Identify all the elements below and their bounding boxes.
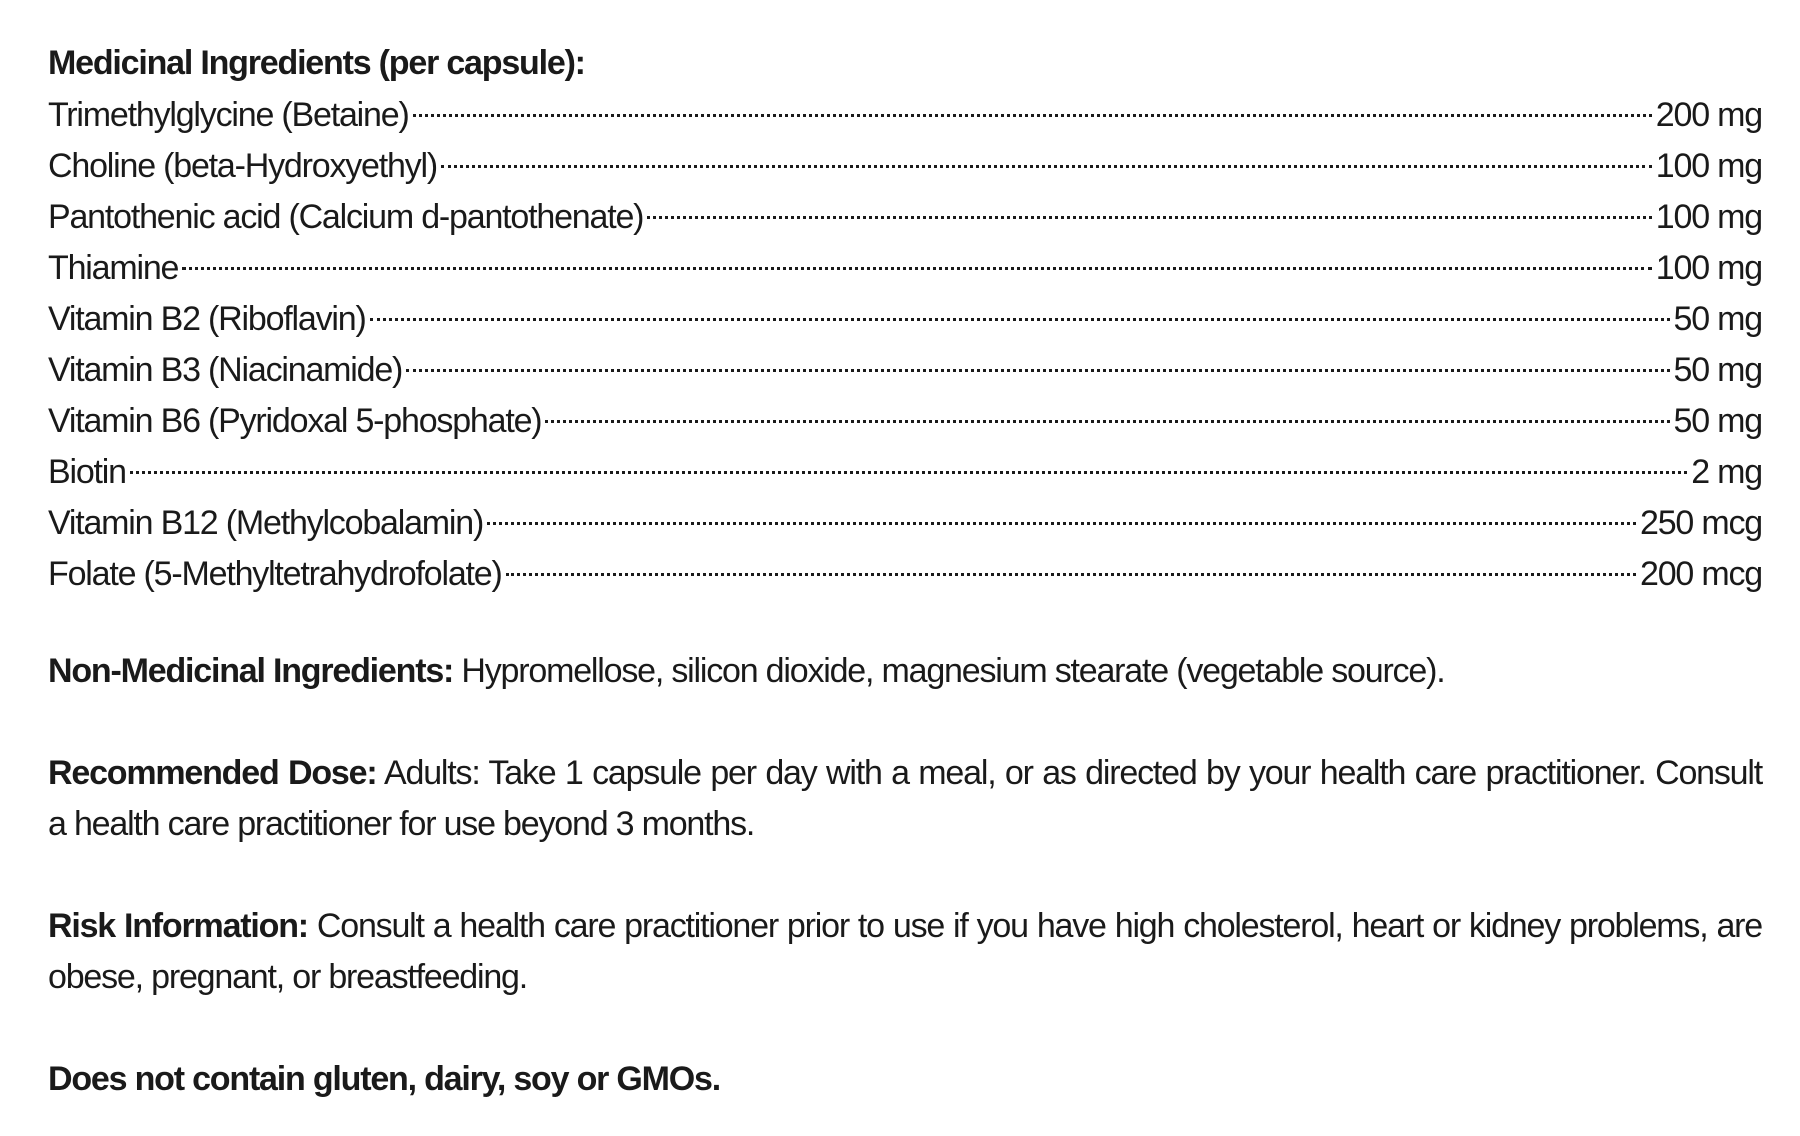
dot-leader [182, 267, 1652, 270]
ingredient-name: Vitamin B12 (Methylcobalamin) [48, 504, 484, 542]
dot-leader [370, 318, 1670, 321]
dot-leader [130, 471, 1687, 474]
recommended-dose-text: Adults: Take 1 capsule per day with a meal, or as directed by your health care practitioner. Consult a health care practitioner for use beyond 3 months. [48, 754, 1762, 843]
ingredient-row [48, 141, 1762, 192]
ingredient-name: Choline (beta-Hydroxyethyl) [48, 147, 437, 185]
ingredient-row [48, 396, 1762, 447]
ingredient-name: Vitamin B3 (Niacinamide) [48, 351, 403, 389]
non-medicinal-ingredients [48, 646, 1762, 697]
risk-information-label: Risk Information: [48, 907, 308, 945]
dot-leader [413, 114, 1652, 117]
ingredient-amount: 50 mg [1673, 402, 1762, 440]
ingredient-row [48, 192, 1762, 243]
medicinal-ingredients-heading: Medicinal Ingredients (per capsule): [48, 44, 585, 82]
ingredient-amount: 250 mcg [1639, 504, 1762, 542]
dot-leader [441, 165, 1652, 168]
risk-information [48, 901, 1762, 1003]
dot-leader [545, 420, 1669, 423]
ingredient-amount: 200 mg [1655, 96, 1762, 134]
ingredient-row [48, 243, 1762, 294]
ingredient-row [48, 345, 1762, 396]
ingredient-name: Pantothenic acid (Calcium d-pantothenate) [48, 198, 644, 236]
ingredient-amount: 200 mcg [1639, 555, 1762, 593]
recommended-dose [48, 748, 1762, 850]
medicinal-ingredients-list [48, 90, 1762, 600]
ingredient-name: Trimethylglycine (Betaine) [48, 96, 409, 134]
ingredient-name: Biotin [48, 453, 126, 491]
ingredient-row [48, 549, 1762, 600]
ingredient-row [48, 498, 1762, 549]
ingredient-row [48, 447, 1762, 498]
non-medicinal-label: Non-Medicinal Ingredients: [48, 652, 454, 690]
ingredient-amount: 100 mg [1655, 198, 1762, 236]
ingredient-name: Vitamin B2 (Riboflavin) [48, 300, 366, 338]
dot-leader [506, 573, 1636, 576]
dot-leader [647, 216, 1651, 219]
ingredient-amount: 50 mg [1673, 300, 1762, 338]
ingredient-amount: 100 mg [1655, 147, 1762, 185]
risk-information-text: Consult a health care practitioner prior to use if you have high cholesterol, heart or kidney problems, are obese, pregnant, or breastfeeding. [48, 907, 1762, 996]
ingredient-name: Thiamine [48, 249, 179, 287]
ingredient-amount: 100 mg [1655, 249, 1762, 287]
ingredient-name: Vitamin B6 (Pyridoxal 5-phosphate) [48, 402, 542, 440]
non-medicinal-text: Hypromellose, silicon dioxide, magnesium stearate (vegetable source). [453, 652, 1445, 690]
ingredient-amount: 50 mg [1673, 351, 1762, 389]
dot-leader [487, 522, 1636, 525]
ingredient-amount: 2 mg [1691, 453, 1762, 491]
recommended-dose-label: Recommended Dose: [48, 754, 377, 792]
ingredient-row [48, 90, 1762, 141]
dot-leader [406, 369, 1669, 372]
free-from-statement: Does not contain gluten, dairy, soy or GMOs. [48, 1060, 720, 1098]
supplement-label [48, 40, 1762, 1096]
ingredient-name: Folate (5-Methyltetrahydrofolate) [48, 555, 502, 593]
ingredient-row [48, 294, 1762, 345]
